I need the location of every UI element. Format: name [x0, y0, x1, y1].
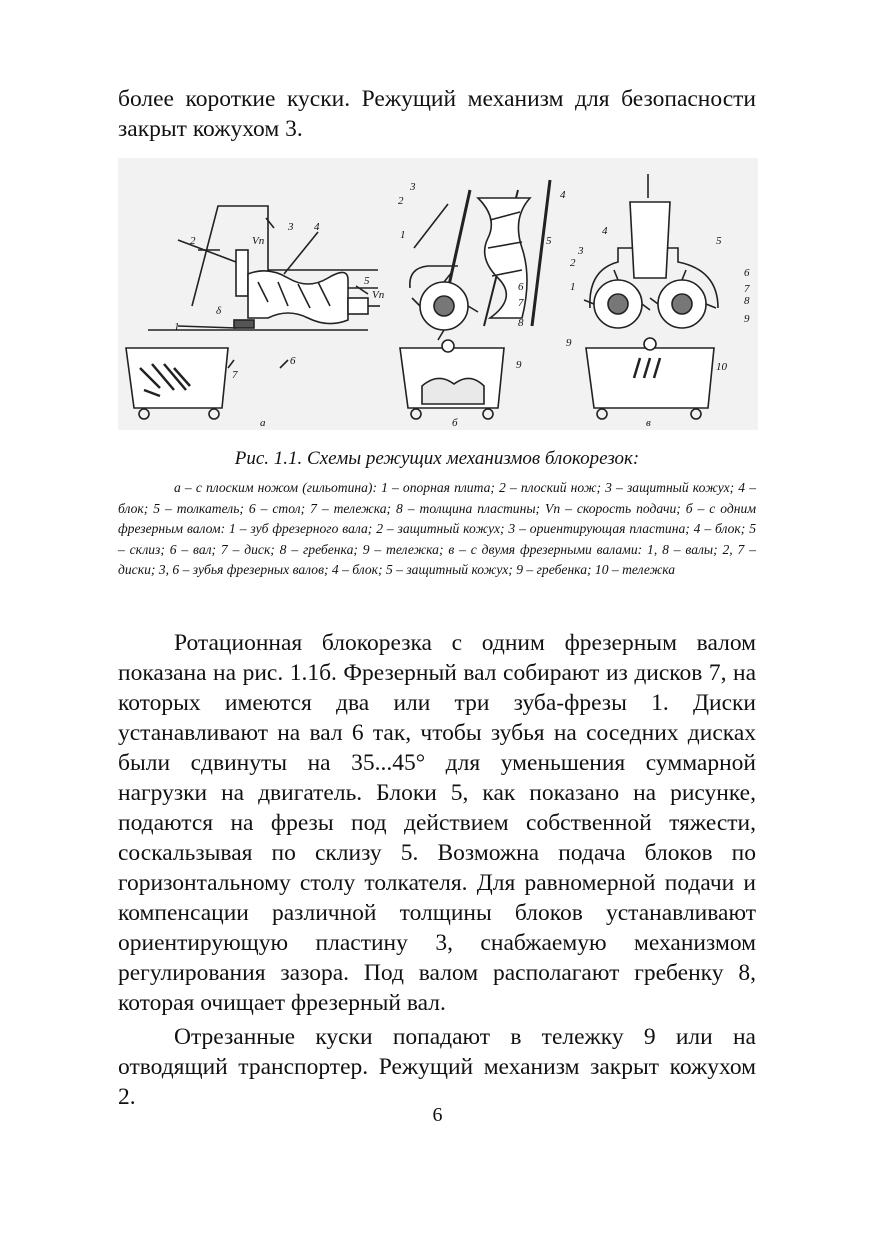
callout-a-2: 2	[190, 235, 196, 247]
panel-b-single-shaft	[400, 180, 550, 419]
callout-c-3: 3	[578, 245, 584, 257]
callout-b-6: 6	[518, 281, 524, 293]
callout-c-7: 7	[744, 283, 750, 295]
callout-b-9: 9	[516, 359, 522, 371]
figure-caption-text: а – с плоским ножом (гильотина): 1 – опорная плита; 2 – плоский нож; 3 – защитный кожух; 4 – блок; 5 – толкатель; 6 – стол; 7 – тележка; 8 – толщина пластины; Vп – скорость подачи; б – с одним фрезерным валом: 1 – зуб фрезерного вала; 2 – защитный кожух; 3 – ориентирующая пластина; 4 – блок; 5 – склиз; 6 – вал; 7 – диск; 8 – гребенка; 9 – тележка; в – с двумя фрезерными валами: 1, 8 – валы; 2, 7 – диски; 3, 6 – зубья фрезерных валов; 4 – блок; 5 – защитный кожух; 9 – гребенка; 10 – тележка	[118, 480, 756, 577]
callout-c-9-right: 9	[744, 313, 750, 325]
callout-a-delta: δ	[216, 305, 222, 317]
callout-a-3: 3	[288, 221, 294, 233]
page-number: 6	[432, 1104, 443, 1126]
body-paragraph-1: Ротационная блокорезка с одним фрезерным валом показана на рис. 1.1б. Фрезерный вал собирают из дисков 7, на которых имеются два или три зуба-фрезы 1. Диски устанавливают на вал 6 так, чтобы зубья на соседних дисках были сдвинуты на 35...45° для уменьшения суммарной нагрузки на двигатель. Блоки 5, как показано на рисунке, подаются на фрезы под действием собственной тяжести, соскальзывая по склизу 5. Возможна подача блоков по горизонтальному столу толкателя. Для равномерной подачи и компенсации различной толщины блоков устанавливают ориентирующую пластину 3, снабжаемую механизмом регулирования зазора. Под валом располагают гребенку 8, которая очищает фрезерный вал.	[118, 630, 756, 1016]
top-paragraph: более короткие куски. Режущий механизм для безопасности закрыт кожухом 3.	[118, 86, 756, 142]
callout-c-8: 8	[744, 295, 750, 307]
body-paragraph-2: Отрезанные куски попадают в тележку 9 или на отводящий транспортер. Режущий механизм закрыт кожухом 2.	[118, 1024, 756, 1110]
panel-letters	[260, 417, 651, 429]
callout-a-7: 7	[232, 369, 238, 381]
callout-c-10: 10	[716, 361, 727, 373]
panel-letter-a: а	[260, 417, 266, 429]
callout-a-6: 6	[290, 355, 296, 367]
callout-a-4: 4	[314, 221, 320, 233]
callout-c-4: 4	[602, 225, 608, 237]
callout-a-5: 5	[364, 275, 370, 287]
callout-b-1: 1	[400, 229, 406, 241]
figure-schematic	[118, 158, 758, 430]
callout-c-9-left: 9	[566, 337, 572, 349]
callout-c-5: 5	[716, 235, 722, 247]
callout-b-8: 8	[518, 317, 524, 329]
callout-b-2: 2	[398, 195, 404, 207]
panel-letter-b: б	[452, 417, 458, 429]
callout-c-2: 2	[570, 257, 576, 269]
callouts-b	[398, 181, 566, 371]
figure-cutting-mechanisms	[118, 158, 758, 430]
callout-a-vp-right: Vп	[372, 289, 385, 301]
callout-a-1: 1	[174, 321, 180, 333]
callout-b-4: 4	[560, 189, 566, 201]
callout-c-1: 1	[570, 281, 576, 293]
callout-c-6: 6	[744, 267, 750, 279]
figure-caption-title: Рис. 1.1. Схемы режущих механизмов блокорезок:	[234, 448, 640, 469]
panel-c-two-shafts	[584, 174, 718, 419]
callout-b-7: 7	[518, 297, 524, 309]
callout-a-vp-top: Vп	[252, 235, 265, 247]
panel-letter-c: в	[646, 417, 651, 429]
callout-b-5: 5	[546, 235, 552, 247]
callout-b-3: 3	[410, 181, 416, 193]
